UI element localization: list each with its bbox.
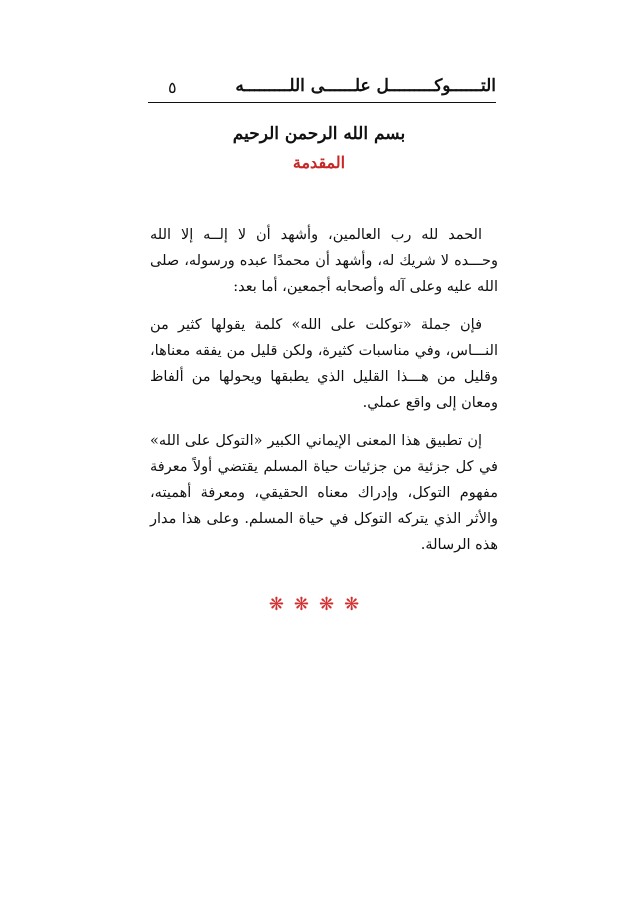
page-header [148, 76, 496, 103]
paragraph-1: الحمد لله رب العالمين، وأشهد أن لا إلــه إلا الله وحـــده لا شريك له، وأشهد أن محمدًا عبده ورسوله، صلى الله عليه وعلى آله وأصحابه أجمعين، أما بعد: [150, 227, 498, 295]
section-title: المقدمة [292, 153, 346, 172]
paragraph-3: إن تطبيق هذا المعنى الإيماني الكبير «التوكل على الله» في كل جزئية من جزئيات حياة المسلم يقتضي أولاً معرفة مفهوم التوكل، وإدراك معناه الحقيقي، ومعرفة أهميته، والأثر الذي يتركه التوكل في حياة المسلم. وعلى هذا مدار هذه الرسالة. [150, 433, 498, 553]
paragraph-2: فإن جملة «توكلت على الله» كلمة يقولها كثير من النـــاس، وفي مناسبات كثيرة، ولكن قليل من يفقه معناها، وقليل من هـــذا القليل الذي يطبقها ويحولها من ألفاظ ومعان إلى واقع عملي. [150, 317, 498, 411]
basmala: بسم الله الرحمن الرحيم [232, 124, 406, 144]
asterism-ornament: ❋❋❋❋ [268, 594, 370, 615]
body-text [150, 222, 498, 570]
running-title: التــــــوكـــــــــل علــــــى اللـــــــــه [235, 76, 496, 96]
page-number: ٥ [168, 78, 177, 97]
